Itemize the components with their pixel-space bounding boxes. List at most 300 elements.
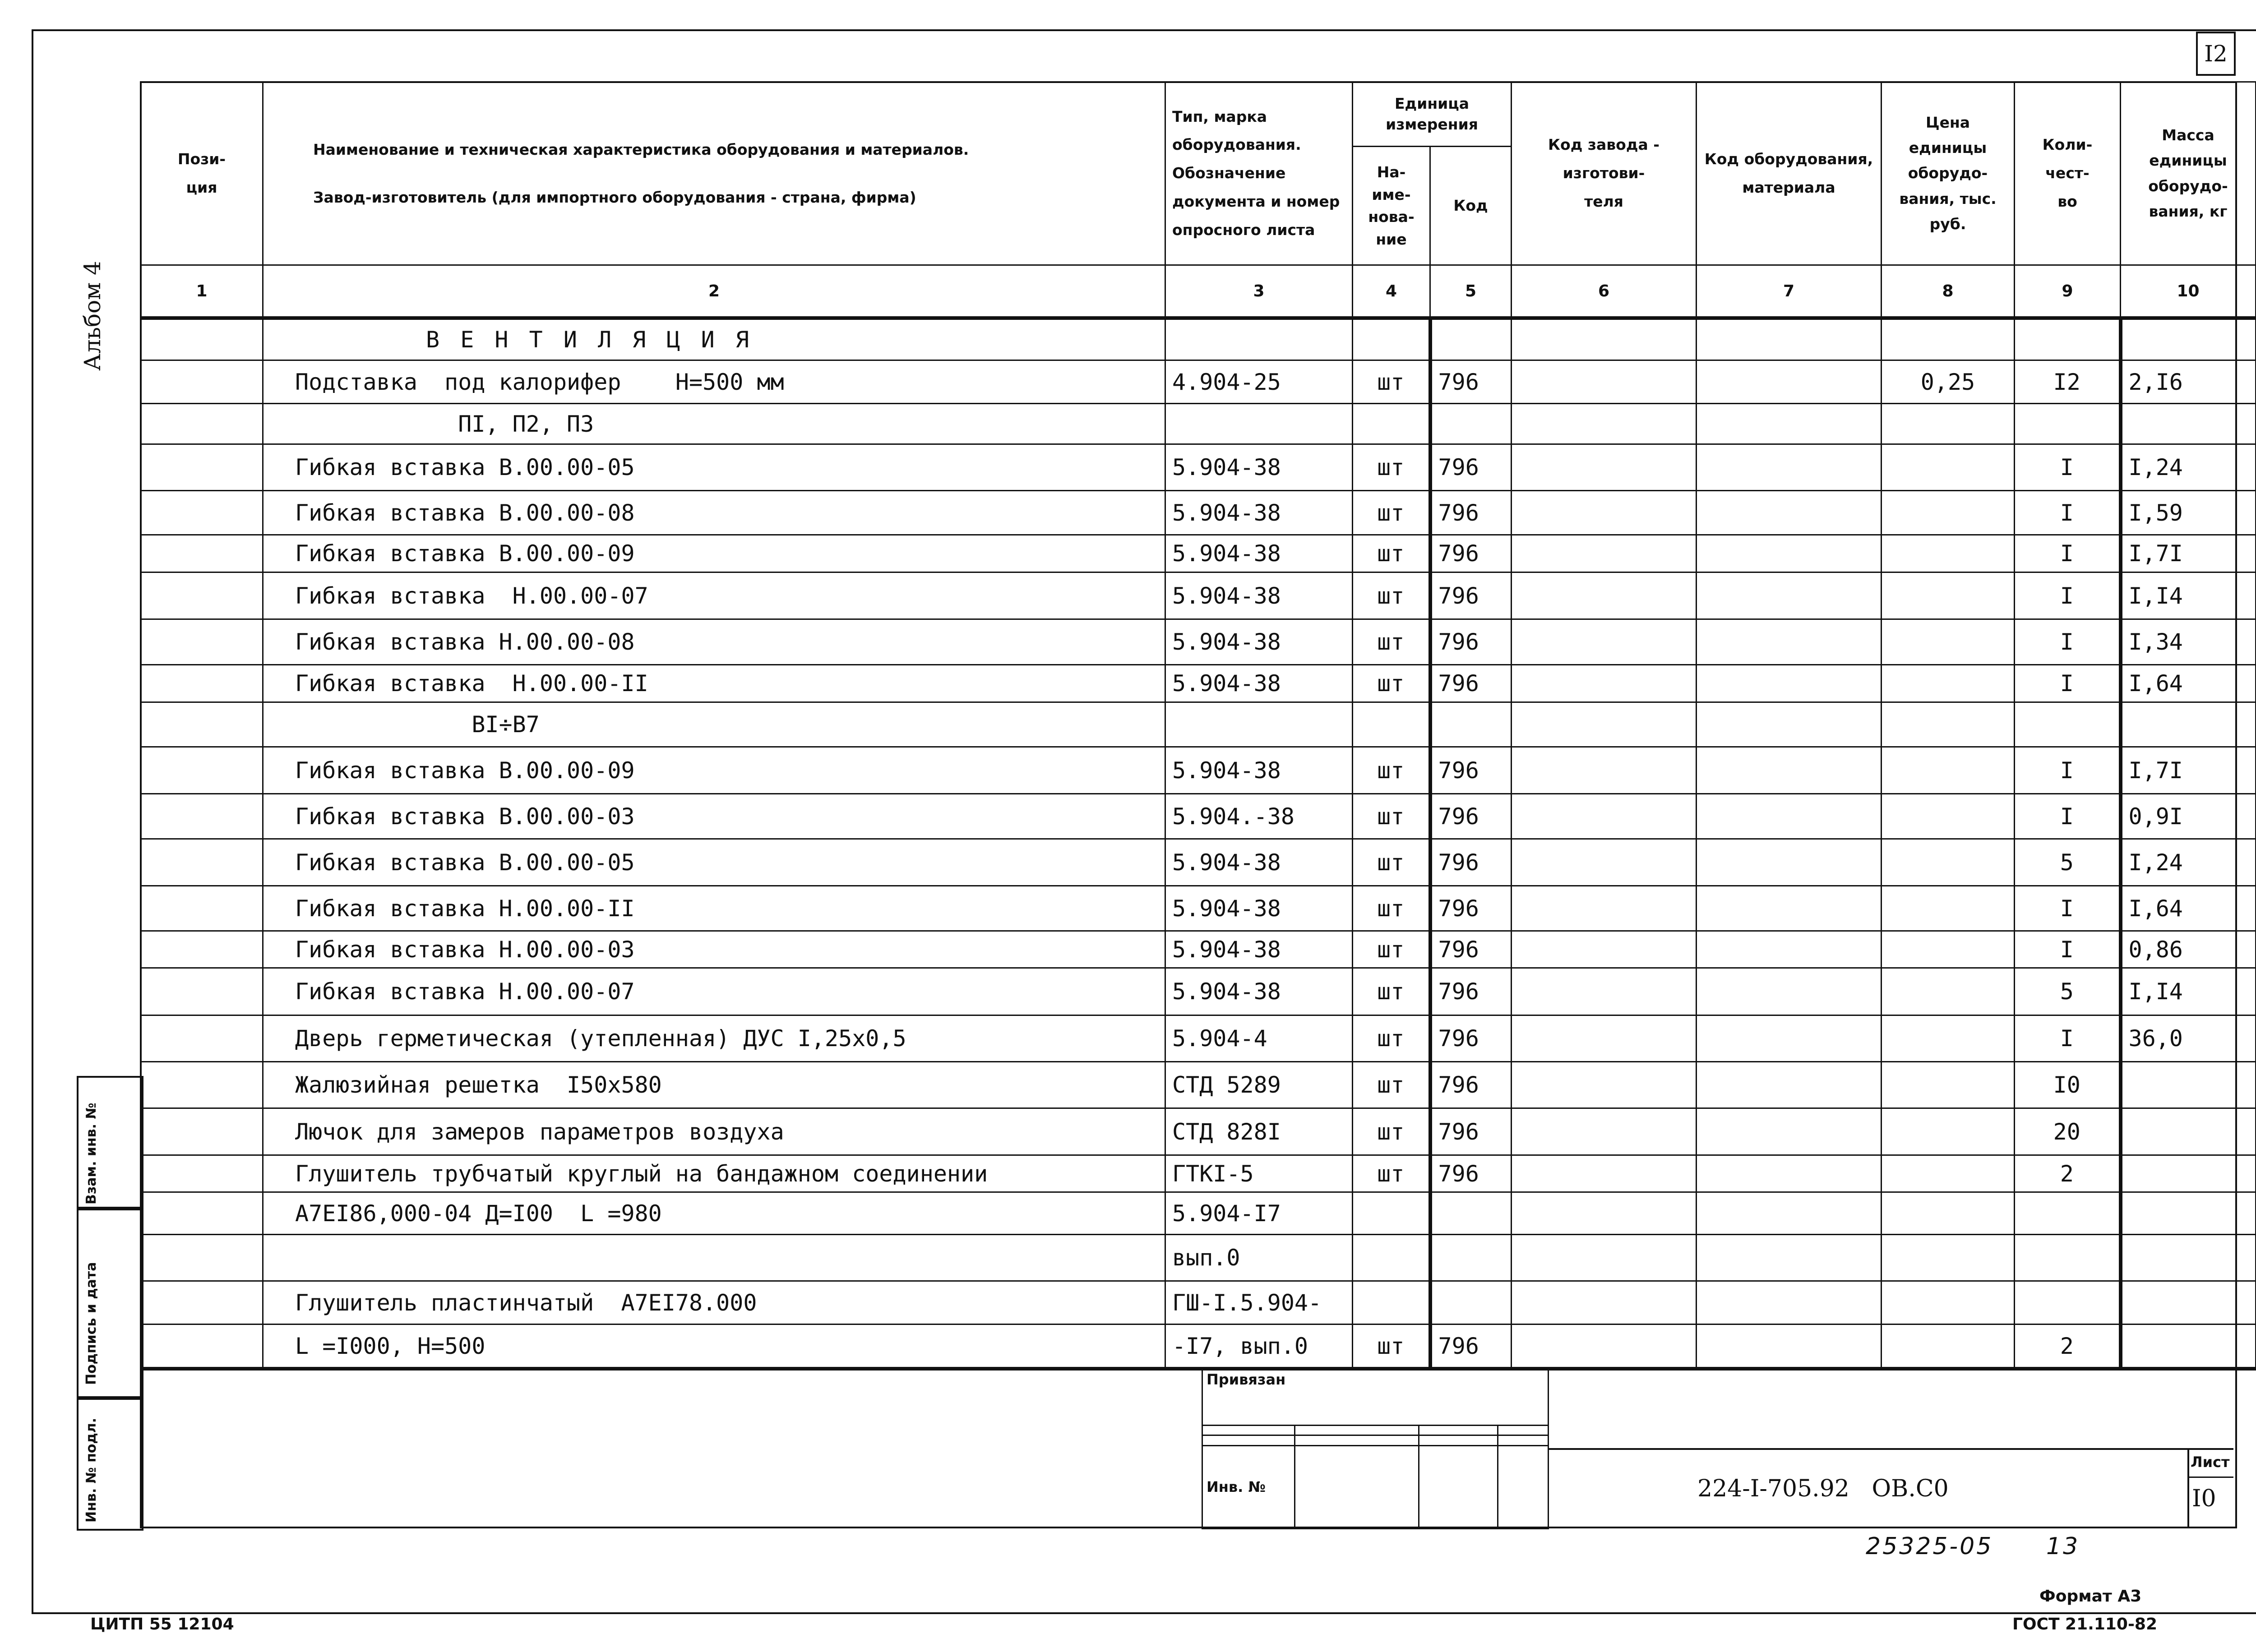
- cell-unit: [1353, 1192, 1430, 1235]
- cell-type: ГТКI-5: [1165, 1155, 1353, 1192]
- cell-type: ГШ-I.5.904-: [1165, 1281, 1353, 1324]
- cell-price: [1882, 1155, 2015, 1192]
- cell-unit: [1353, 404, 1430, 444]
- cell-name: Гибкая вставка В.00.00-03: [263, 794, 1165, 839]
- cell-pos: [141, 794, 263, 839]
- cell-mass: I,64: [2121, 665, 2256, 702]
- cell-eqcode: [1697, 1062, 1882, 1108]
- cell-mass: 2,I6: [2121, 360, 2256, 404]
- cell-eqcode: [1697, 1155, 1882, 1192]
- table-row: [141, 619, 2256, 665]
- cell-name: Подставка под калорифер Н=500 мм: [263, 360, 1165, 404]
- cell-unit: шт: [1353, 1108, 1430, 1155]
- column-number: 3: [1165, 265, 1353, 318]
- cell-qty: [2015, 1281, 2121, 1324]
- cell-price: [1882, 1108, 2015, 1155]
- cell-price: [1882, 968, 2015, 1015]
- cell-code: [1430, 1235, 1512, 1281]
- attachment-stamp: [1202, 1368, 1549, 1529]
- sheet-cell-line: [2187, 1477, 2233, 1478]
- table-row: [141, 572, 2256, 619]
- cell-mass: I,34: [2121, 619, 2256, 665]
- table-row: [141, 444, 2256, 491]
- table-row: [141, 1192, 2256, 1235]
- cell-eqcode: [1697, 1192, 1882, 1235]
- cell-unit: [1353, 1281, 1430, 1324]
- cell-unit: шт: [1353, 839, 1430, 886]
- table-row: [141, 931, 2256, 968]
- cell-name: Жалюзийная решетка I50х580: [263, 1062, 1165, 1108]
- cell-name: Гибкая вставка Н.00.00-08: [263, 619, 1165, 665]
- cell-unit: шт: [1353, 444, 1430, 491]
- cell-plant: [1512, 747, 1697, 794]
- cell-eqcode: [1697, 535, 1882, 572]
- header-unit-name: На- име- нова- ние: [1353, 147, 1430, 265]
- handwritten-page: 13: [2046, 1533, 2080, 1560]
- cell-price: [1882, 572, 2015, 619]
- table-row: [141, 794, 2256, 839]
- cell-pos: [141, 404, 263, 444]
- cell-code: 796: [1430, 839, 1512, 886]
- cell-name: Гибкая вставка Н.00.00-07: [263, 572, 1165, 619]
- cell-eqcode: [1697, 794, 1882, 839]
- cell-price: [1882, 619, 2015, 665]
- table-row: [141, 404, 2256, 444]
- cell-mass: [2121, 1155, 2256, 1192]
- cell-plant: [1512, 1155, 1697, 1192]
- header-mass: Масса единицы оборудо- вания, кг: [2121, 82, 2256, 265]
- cell-mass: I,64: [2121, 886, 2256, 931]
- cell-qty: I: [2015, 1015, 2121, 1062]
- document-code: 224-I-705.92 ОВ.С0: [1697, 1475, 1949, 1502]
- cell-price: [1882, 886, 2015, 931]
- cell-code: 796: [1430, 747, 1512, 794]
- cell-pos: [141, 1192, 263, 1235]
- table-row: [141, 1235, 2256, 1281]
- cell-code: [1430, 318, 1512, 360]
- table-row: [141, 1281, 2256, 1324]
- cell-pos: [141, 1015, 263, 1062]
- cell-code: [1430, 404, 1512, 444]
- cell-eqcode: [1697, 1108, 1882, 1155]
- column-number: 1: [141, 265, 263, 318]
- cell-price: [1882, 1062, 2015, 1108]
- cell-code: [1430, 702, 1512, 747]
- cell-pos: [141, 1108, 263, 1155]
- cell-pos: [141, 535, 263, 572]
- cell-plant: [1512, 968, 1697, 1015]
- cell-mass: I,59: [2121, 491, 2256, 535]
- cell-code: 796: [1430, 1324, 1512, 1369]
- cell-qty: I: [2015, 535, 2121, 572]
- cell-plant: [1512, 535, 1697, 572]
- cell-price: [1882, 1015, 2015, 1062]
- cell-plant: [1512, 404, 1697, 444]
- header-name: Наименование и техническая характеристика оборудования и материалов. Завод-изготовитель (для импортного оборудования - страна, фирма): [263, 82, 1165, 265]
- cell-pos: [141, 1324, 263, 1369]
- cell-mass: 36,0: [2121, 1015, 2256, 1062]
- cell-plant: [1512, 665, 1697, 702]
- cell-unit: шт: [1353, 794, 1430, 839]
- cell-price: [1882, 931, 2015, 968]
- cell-eqcode: [1697, 1015, 1882, 1062]
- cell-type: 5.904.-38: [1165, 794, 1353, 839]
- cell-eqcode: [1697, 1235, 1882, 1281]
- cell-unit: шт: [1353, 535, 1430, 572]
- cell-eqcode: [1697, 572, 1882, 619]
- cell-plant: [1512, 1062, 1697, 1108]
- column-number: 8: [1882, 265, 2015, 318]
- cell-qty: I: [2015, 794, 2121, 839]
- cell-qty: I: [2015, 665, 2121, 702]
- cell-plant: [1512, 1324, 1697, 1369]
- cell-name: Гибкая вставка Н.00.00-II: [263, 886, 1165, 931]
- cell-plant: [1512, 1235, 1697, 1281]
- cell-eqcode: [1697, 665, 1882, 702]
- attached-label: Привязан: [1202, 1369, 1549, 1426]
- cell-unit: шт: [1353, 886, 1430, 931]
- column-number: 7: [1697, 265, 1882, 318]
- cell-unit: [1353, 702, 1430, 747]
- cell-eqcode: [1697, 404, 1882, 444]
- cell-eqcode: [1697, 1281, 1882, 1324]
- cell-qty: 20: [2015, 1108, 2121, 1155]
- cell-code: 796: [1430, 968, 1512, 1015]
- cell-qty: [2015, 1192, 2121, 1235]
- column-number: 10: [2121, 265, 2256, 318]
- cell-name: Гибкая вставка В.00.00-05: [263, 839, 1165, 886]
- cell-eqcode: [1697, 360, 1882, 404]
- cell-mass: [2121, 1062, 2256, 1108]
- cell-qty: [2015, 404, 2121, 444]
- cell-eqcode: [1697, 318, 1882, 360]
- cell-name: В Е Н Т И Л Я Ц И Я: [263, 318, 1165, 360]
- cell-name: Глушитель трубчатый круглый на бандажном соединении: [263, 1155, 1165, 1192]
- cell-plant: [1512, 444, 1697, 491]
- cell-unit: шт: [1353, 968, 1430, 1015]
- table-row: [141, 491, 2256, 535]
- cell-name: Глушитель пластинчатый А7ЕI78.000: [263, 1281, 1165, 1324]
- cell-mass: [2121, 1192, 2256, 1235]
- cell-unit: [1353, 318, 1430, 360]
- cell-mass: [2121, 1281, 2256, 1324]
- cell-price: [1882, 702, 2015, 747]
- cell-code: 796: [1430, 360, 1512, 404]
- cell-mass: [2121, 318, 2256, 360]
- cell-eqcode: [1697, 839, 1882, 886]
- cell-mass: [2121, 1235, 2256, 1281]
- cell-mass: I,7I: [2121, 747, 2256, 794]
- cell-qty: [2015, 318, 2121, 360]
- header-type: Тип, марка оборудования. Обозначение документа и номер опросного листа: [1165, 82, 1353, 265]
- cell-code: 796: [1430, 1108, 1512, 1155]
- cell-plant: [1512, 491, 1697, 535]
- footer-left: ЦИТП 55 12104: [90, 1615, 234, 1634]
- cell-pos: [141, 318, 263, 360]
- cell-price: [1882, 491, 2015, 535]
- cell-pos: [141, 619, 263, 665]
- cell-type: 5.904-38: [1165, 491, 1353, 535]
- column-number: 6: [1512, 265, 1697, 318]
- cell-code: 796: [1430, 665, 1512, 702]
- cell-type: 5.904-38: [1165, 886, 1353, 931]
- cell-pos: [141, 572, 263, 619]
- cell-mass: 0,86: [2121, 931, 2256, 968]
- cell-code: 796: [1430, 491, 1512, 535]
- cell-qty: I: [2015, 931, 2121, 968]
- cell-type: 5.904-4: [1165, 1015, 1353, 1062]
- cell-type: 5.904-38: [1165, 931, 1353, 968]
- cell-price: [1882, 747, 2015, 794]
- cell-type: 5.904-38: [1165, 839, 1353, 886]
- cell-name: Гибкая вставка В.00.00-08: [263, 491, 1165, 535]
- cell-type: 5.904-38: [1165, 665, 1353, 702]
- table-row: [141, 535, 2256, 572]
- cell-type: 5.904-38: [1165, 535, 1353, 572]
- cell-unit: [1353, 1235, 1430, 1281]
- cell-type: -I7, вып.0: [1165, 1324, 1353, 1369]
- cell-unit: шт: [1353, 931, 1430, 968]
- cell-qty: I: [2015, 886, 2121, 931]
- cell-eqcode: [1697, 747, 1882, 794]
- cell-name: [263, 1235, 1165, 1281]
- cell-price: [1882, 318, 2015, 360]
- header-unit: Единица измерения: [1353, 82, 1512, 147]
- cell-mass: I,7I: [2121, 535, 2256, 572]
- cell-mass: I,I4: [2121, 968, 2256, 1015]
- cell-unit: шт: [1353, 1062, 1430, 1108]
- cell-code: 796: [1430, 619, 1512, 665]
- table-row: [141, 1062, 2256, 1108]
- cell-price: [1882, 1235, 2015, 1281]
- cell-price: 0,25: [1882, 360, 2015, 404]
- cell-mass: [2121, 1108, 2256, 1155]
- cell-pos: [141, 839, 263, 886]
- cell-plant: [1512, 572, 1697, 619]
- cell-qty: I: [2015, 491, 2121, 535]
- cell-pos: [141, 931, 263, 968]
- sheet-value: I0: [2192, 1485, 2216, 1512]
- header-equipment-code: Код оборудования, материала: [1697, 82, 1882, 265]
- cell-pos: [141, 1062, 263, 1108]
- cell-unit: шт: [1353, 665, 1430, 702]
- cell-plant: [1512, 931, 1697, 968]
- cell-type: [1165, 404, 1353, 444]
- cell-unit: шт: [1353, 1155, 1430, 1192]
- cell-price: [1882, 1192, 2015, 1235]
- cell-name: Гибкая вставка Н.00.00-II: [263, 665, 1165, 702]
- cell-qty: I: [2015, 572, 2121, 619]
- table-row: [141, 1324, 2256, 1369]
- table-row: [141, 968, 2256, 1015]
- cell-name: ПI, П2, П3: [263, 404, 1165, 444]
- footer-gost: ГОСТ 21.110-82: [2012, 1615, 2158, 1634]
- cell-unit: шт: [1353, 360, 1430, 404]
- header-quantity: Коли- чест- во: [2015, 82, 2121, 265]
- cell-price: [1882, 535, 2015, 572]
- sheet-cell-divider: [2187, 1448, 2189, 1527]
- cell-type: СТД 828I: [1165, 1108, 1353, 1155]
- cell-mass: I,I4: [2121, 572, 2256, 619]
- sheet-number-top: I2: [2196, 32, 2236, 76]
- cell-code: 796: [1430, 572, 1512, 619]
- side-stamp-label-replaced: Взам. инв. №: [83, 1103, 99, 1204]
- cell-pos: [141, 444, 263, 491]
- cell-qty: 2: [2015, 1155, 2121, 1192]
- cell-code: 796: [1430, 1062, 1512, 1108]
- header-plant-code: Код завода - изготови- теля: [1512, 82, 1697, 265]
- cell-mass: [2121, 404, 2256, 444]
- inv-label: Инв. №: [1202, 1445, 1295, 1528]
- cell-name: А7ЕI86,000-04 Д=I00 L =980: [263, 1192, 1165, 1235]
- footer-format: Формат А3: [2039, 1587, 2142, 1606]
- cell-unit: шт: [1353, 1015, 1430, 1062]
- cell-type: [1165, 702, 1353, 747]
- side-stamp-label-original: Инв. № подл.: [83, 1417, 99, 1523]
- cell-code: [1430, 1281, 1512, 1324]
- cell-name: ВI÷В7: [263, 702, 1165, 747]
- cell-code: 796: [1430, 535, 1512, 572]
- cell-qty: I: [2015, 619, 2121, 665]
- cell-mass: I,24: [2121, 839, 2256, 886]
- cell-price: [1882, 839, 2015, 886]
- table-row: [141, 1155, 2256, 1192]
- table-row: [141, 747, 2256, 794]
- table-row: [141, 665, 2256, 702]
- cell-plant: [1512, 1281, 1697, 1324]
- cell-type: 5.904-38: [1165, 747, 1353, 794]
- cell-code: [1430, 1192, 1512, 1235]
- cell-name: Дверь герметическая (утепленная) ДУС I,25х0,5: [263, 1015, 1165, 1062]
- cell-qty: I2: [2015, 360, 2121, 404]
- cell-plant: [1512, 318, 1697, 360]
- specification-table: [140, 81, 2256, 1371]
- cell-name: Гибкая вставка Н.00.00-07: [263, 968, 1165, 1015]
- cell-code: 796: [1430, 444, 1512, 491]
- cell-type: 5.904-38: [1165, 968, 1353, 1015]
- cell-pos: [141, 702, 263, 747]
- cell-type: 5.904-38: [1165, 572, 1353, 619]
- cell-eqcode: [1697, 702, 1882, 747]
- header-unit-code: Код: [1430, 147, 1512, 265]
- album-label: Альбом 4: [79, 261, 106, 371]
- column-number: 9: [2015, 265, 2121, 318]
- cell-code: 796: [1430, 886, 1512, 931]
- cell-unit: шт: [1353, 747, 1430, 794]
- cell-code: 796: [1430, 931, 1512, 968]
- cell-name: L =I000, Н=500: [263, 1324, 1165, 1369]
- cell-eqcode: [1697, 1324, 1882, 1369]
- cell-plant: [1512, 1108, 1697, 1155]
- cell-type: 5.904-38: [1165, 619, 1353, 665]
- cell-eqcode: [1697, 619, 1882, 665]
- table-row: [141, 702, 2256, 747]
- cell-price: [1882, 444, 2015, 491]
- cell-qty: 2: [2015, 1324, 2121, 1369]
- cell-qty: 5: [2015, 839, 2121, 886]
- cell-eqcode: [1697, 931, 1882, 968]
- cell-type: [1165, 318, 1353, 360]
- cell-price: [1882, 794, 2015, 839]
- cell-mass: I,24: [2121, 444, 2256, 491]
- cell-code: 796: [1430, 1015, 1512, 1062]
- header-price: Цена единицы оборудо- вания, тыс. руб.: [1882, 82, 2015, 265]
- cell-plant: [1512, 360, 1697, 404]
- column-number: 2: [263, 265, 1165, 318]
- cell-pos: [141, 1235, 263, 1281]
- cell-plant: [1512, 702, 1697, 747]
- cell-name: Лючок для замеров параметров воздуха: [263, 1108, 1165, 1155]
- cell-price: [1882, 1281, 2015, 1324]
- cell-pos: [141, 1281, 263, 1324]
- cell-qty: I: [2015, 444, 2121, 491]
- column-numbers-row: [141, 265, 2256, 318]
- cell-unit: шт: [1353, 619, 1430, 665]
- cell-pos: [141, 747, 263, 794]
- cell-pos: [141, 886, 263, 931]
- cell-name: Гибкая вставка В.00.00-09: [263, 535, 1165, 572]
- cell-pos: [141, 968, 263, 1015]
- header-position: Пози- ция: [141, 82, 263, 265]
- cell-plant: [1512, 839, 1697, 886]
- cell-name: Гибкая вставка В.00.00-05: [263, 444, 1165, 491]
- cell-unit: шт: [1353, 491, 1430, 535]
- cell-mass: [2121, 702, 2256, 747]
- cell-type: вып.0: [1165, 1235, 1353, 1281]
- cell-qty: I: [2015, 747, 2121, 794]
- table-row: [141, 839, 2256, 886]
- cell-code: 796: [1430, 1155, 1512, 1192]
- cell-unit: шт: [1353, 572, 1430, 619]
- cell-qty: [2015, 1235, 2121, 1281]
- cell-eqcode: [1697, 886, 1882, 931]
- sheet-label: Лист: [2191, 1454, 2230, 1471]
- cell-eqcode: [1697, 968, 1882, 1015]
- cell-type: 5.904-I7: [1165, 1192, 1353, 1235]
- cell-plant: [1512, 794, 1697, 839]
- cell-eqcode: [1697, 491, 1882, 535]
- table-row: [141, 1108, 2256, 1155]
- cell-qty: 5: [2015, 968, 2121, 1015]
- cell-code: 796: [1430, 794, 1512, 839]
- cell-pos: [141, 665, 263, 702]
- cell-pos: [141, 360, 263, 404]
- cell-qty: I0: [2015, 1062, 2121, 1108]
- table-row: [141, 886, 2256, 931]
- cell-mass: [2121, 1324, 2256, 1369]
- table-row: [141, 318, 2256, 360]
- side-stamp-label-signature: Подпись и дата: [83, 1262, 99, 1385]
- cell-price: [1882, 665, 2015, 702]
- cell-plant: [1512, 886, 1697, 931]
- cell-pos: [141, 491, 263, 535]
- cell-mass: 0,9I: [2121, 794, 2256, 839]
- cell-type: 4.904-25: [1165, 360, 1353, 404]
- cell-plant: [1512, 619, 1697, 665]
- cell-pos: [141, 1155, 263, 1192]
- table-row: [141, 1015, 2256, 1062]
- cell-name: Гибкая вставка В.00.00-09: [263, 747, 1165, 794]
- cell-eqcode: [1697, 444, 1882, 491]
- cell-qty: [2015, 702, 2121, 747]
- cell-price: [1882, 404, 2015, 444]
- cell-plant: [1512, 1015, 1697, 1062]
- cell-type: СТД 5289: [1165, 1062, 1353, 1108]
- cell-unit: шт: [1353, 1324, 1430, 1369]
- title-block-divider: [1549, 1448, 2233, 1450]
- cell-plant: [1512, 1192, 1697, 1235]
- table-row: [141, 360, 2256, 404]
